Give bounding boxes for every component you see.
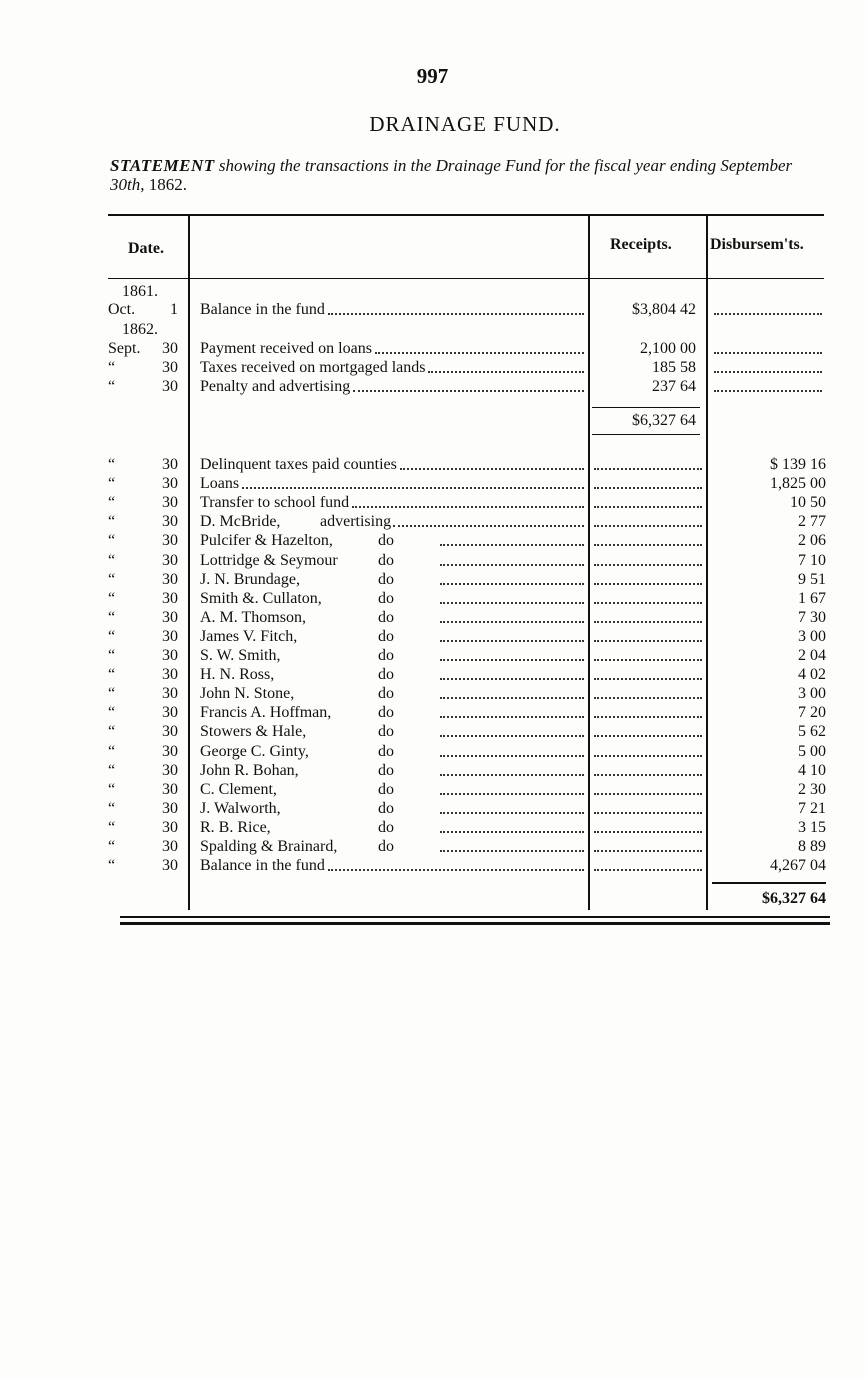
row-description: R. B. Rice,	[200, 818, 271, 836]
empty-column-dots	[594, 487, 702, 489]
leader-dots	[440, 621, 584, 623]
row-month: “	[108, 475, 116, 493]
leader-dots	[242, 487, 584, 489]
row-day: 30	[162, 378, 178, 395]
empty-column-dots	[594, 468, 702, 470]
table-row	[0, 474, 865, 493]
empty-column-dots	[594, 621, 702, 623]
row-description: J. N. Brundage,	[200, 570, 300, 588]
row-month: “	[108, 799, 116, 817]
row-month: “	[108, 608, 116, 626]
receipts-total-rule	[592, 434, 700, 435]
row-ditto: advertising	[320, 513, 392, 531]
row-ditto: do	[378, 685, 394, 703]
leader-dots	[440, 583, 584, 585]
row-ditto: do	[378, 589, 394, 607]
row-month: “	[108, 857, 116, 875]
row-day: 30	[162, 666, 178, 684]
empty-column-dots	[594, 735, 702, 737]
table-row	[0, 742, 865, 761]
empty-column-dots	[594, 755, 702, 757]
row-amount: 8 89	[798, 838, 826, 855]
leader-dots	[440, 755, 584, 757]
statement-lead: STATEMENT	[110, 156, 215, 175]
receipts-subtotal-rule	[592, 407, 700, 408]
empty-column-dots	[594, 583, 702, 585]
row-month: “	[108, 513, 116, 531]
table-row	[0, 837, 865, 856]
empty-column-dots	[594, 678, 702, 680]
row-description: D. McBride,	[200, 513, 281, 531]
row-description: Delinquent taxes paid counties	[200, 456, 397, 473]
row-month: Sept.	[108, 340, 141, 357]
table-row	[0, 627, 865, 646]
row-amount: 7 10	[798, 551, 826, 569]
row-day: 30	[162, 494, 178, 512]
row-month: “	[108, 532, 116, 550]
table-row	[0, 818, 865, 837]
row-ditto: do	[378, 608, 394, 626]
row-ditto: do	[378, 647, 394, 664]
row-ditto: do	[378, 742, 394, 760]
table-row	[0, 722, 865, 741]
table-row	[0, 300, 865, 319]
row-day: 30	[162, 704, 178, 722]
empty-column-dots	[594, 506, 702, 508]
table-bottom-rule-1	[120, 916, 830, 918]
table-row	[0, 493, 865, 512]
table-row	[0, 684, 865, 703]
row-month: “	[108, 838, 116, 855]
row-day: 30	[162, 742, 178, 760]
year-1861: 1861.	[122, 283, 158, 300]
row-description: Lottridge & Seymour	[200, 551, 338, 569]
row-amount: $ 139 16	[770, 456, 826, 473]
empty-column-dots	[594, 774, 702, 776]
row-month: “	[108, 494, 116, 512]
row-day: 30	[162, 799, 178, 817]
table-row	[0, 780, 865, 799]
row-day: 30	[162, 340, 178, 357]
leader-dots	[440, 812, 584, 814]
row-amount: 185 58	[652, 359, 696, 376]
leader-dots	[440, 697, 584, 699]
statement-year: 1862.	[148, 175, 187, 194]
row-description: John N. Stone,	[200, 685, 295, 703]
empty-column-dots	[594, 525, 702, 527]
row-day: 30	[162, 838, 178, 855]
row-description: Smith &. Cullaton,	[200, 589, 322, 607]
row-amount: 2 06	[798, 532, 826, 550]
row-amount: 2 04	[798, 647, 826, 664]
row-day: 30	[162, 456, 178, 473]
row-amount: 4 02	[798, 666, 826, 684]
leader-dots	[440, 716, 584, 718]
receipts-header: Receipts.	[610, 236, 672, 253]
table-row	[0, 589, 865, 608]
leader-dots	[440, 640, 584, 642]
row-amount: 5 62	[798, 723, 826, 741]
row-amount: 7 20	[798, 704, 826, 722]
row-month: “	[108, 551, 116, 569]
page-title: DRAINAGE FUND.	[369, 112, 561, 136]
empty-column-dots	[714, 390, 822, 392]
row-amount: $3,804 42	[632, 301, 696, 318]
row-amount: 3 00	[798, 627, 826, 645]
leader-dots	[353, 390, 584, 392]
table-row	[0, 377, 865, 396]
row-amount: 9 51	[798, 570, 826, 588]
table-row	[0, 703, 865, 722]
row-amount: 7 30	[798, 608, 826, 626]
leader-dots	[440, 774, 584, 776]
row-ditto: do	[378, 838, 394, 855]
row-day: 30	[162, 723, 178, 741]
row-ditto: do	[378, 704, 394, 722]
row-day: 30	[162, 570, 178, 588]
row-month: “	[108, 627, 116, 645]
row-description: Penalty and advertising	[200, 378, 351, 395]
leader-dots	[440, 602, 584, 604]
row-month: “	[108, 818, 116, 836]
empty-column-dots	[594, 831, 702, 833]
leader-dots	[328, 869, 584, 871]
row-description: S. W. Smith,	[200, 647, 281, 664]
row-month: “	[108, 704, 116, 722]
row-day: 30	[162, 475, 178, 493]
row-day: 30	[162, 532, 178, 550]
table-row	[0, 512, 865, 531]
leader-dots	[440, 544, 584, 546]
row-month: “	[108, 378, 116, 395]
leader-dots	[440, 659, 584, 661]
receipts-total: $6,327 64	[632, 412, 696, 429]
row-month: “	[108, 647, 116, 664]
table-row	[0, 339, 865, 358]
row-description: H. N. Ross,	[200, 666, 275, 684]
leader-dots	[440, 564, 584, 566]
row-month: “	[108, 761, 116, 779]
row-amount: 4,267 04	[770, 857, 826, 875]
row-amount: 2,100 00	[640, 340, 696, 357]
row-day: 30	[162, 761, 178, 779]
leader-dots	[393, 525, 584, 527]
row-description: Taxes received on mortgaged lands	[200, 359, 426, 376]
row-description: Pulcifer & Hazelton,	[200, 532, 333, 550]
row-description: Francis A. Hoffman,	[200, 704, 332, 722]
leader-dots	[328, 313, 584, 315]
table-row	[0, 358, 865, 377]
row-amount: 3 15	[798, 818, 826, 836]
disbursements-total-rule	[712, 882, 826, 884]
table-row	[0, 531, 865, 550]
row-month: “	[108, 780, 116, 798]
disbursements-total-row	[0, 889, 865, 908]
table-bottom-rule-2	[120, 922, 830, 925]
row-amount: 5 00	[798, 742, 826, 760]
row-description: J. Walworth,	[200, 799, 281, 817]
table-row	[0, 799, 865, 818]
row-ditto: do	[378, 818, 394, 836]
row-amount: 1 67	[798, 589, 826, 607]
empty-column-dots	[714, 313, 822, 315]
row-month: “	[108, 685, 116, 703]
row-month: “	[108, 359, 116, 376]
table-row	[0, 551, 865, 570]
row-description: A. M. Thomson,	[200, 608, 306, 626]
header-bottom-rule	[108, 278, 824, 279]
row-description: Loans	[200, 475, 240, 493]
date-header: Date.	[128, 240, 164, 257]
table-row	[0, 761, 865, 780]
row-description: Stowers & Hale,	[200, 723, 307, 741]
row-day: 30	[162, 780, 178, 798]
table-row	[0, 455, 865, 474]
row-month: “	[108, 456, 116, 473]
row-month: “	[108, 666, 116, 684]
leader-dots	[428, 371, 584, 373]
empty-column-dots	[594, 564, 702, 566]
row-description: C. Clement,	[200, 780, 277, 798]
row-description: John R. Bohan,	[200, 761, 299, 779]
leader-dots	[375, 352, 584, 354]
row-day: 30	[162, 589, 178, 607]
row-amount: 7 21	[798, 799, 826, 817]
row-month: “	[108, 570, 116, 588]
row-day: 30	[162, 513, 178, 531]
row-ditto: do	[378, 570, 394, 588]
row-month: “	[108, 589, 116, 607]
row-description: Spalding & Brainard,	[200, 838, 338, 855]
empty-column-dots	[594, 602, 702, 604]
empty-column-dots	[594, 850, 702, 852]
empty-column-dots	[594, 659, 702, 661]
row-ditto: do	[378, 532, 394, 550]
row-day: 30	[162, 608, 178, 626]
empty-column-dots	[594, 812, 702, 814]
table-row	[0, 608, 865, 627]
row-month: Oct.	[108, 301, 136, 318]
table-row	[0, 570, 865, 589]
row-ditto: do	[378, 627, 394, 645]
row-amount: 10 50	[790, 494, 826, 512]
row-ditto: do	[378, 666, 394, 684]
leader-dots	[440, 735, 584, 737]
table-row	[0, 856, 865, 875]
row-ditto: do	[378, 780, 394, 798]
empty-column-dots	[594, 640, 702, 642]
table-top-rule	[108, 214, 824, 216]
disbursements-total: $6,327 64	[762, 890, 826, 907]
empty-column-dots	[594, 716, 702, 718]
leader-dots	[440, 678, 584, 680]
disbursements-header: Disbursem'ts.	[710, 236, 804, 253]
row-amount: 2 30	[798, 780, 826, 798]
table-row	[0, 665, 865, 684]
row-day: 30	[162, 627, 178, 645]
row-day: 30	[162, 359, 178, 376]
row-amount: 237 64	[652, 378, 696, 395]
row-ditto: do	[378, 551, 394, 569]
leader-dots	[400, 468, 584, 470]
leader-dots	[440, 793, 584, 795]
empty-column-dots	[714, 371, 822, 373]
row-ditto: do	[378, 723, 394, 741]
row-description: George C. Ginty,	[200, 742, 309, 760]
receipts-total-row	[0, 411, 865, 430]
row-day: 30	[162, 647, 178, 664]
row-ditto: do	[378, 761, 394, 779]
row-description: James V. Fitch,	[200, 627, 298, 645]
row-amount: 2 77	[798, 513, 826, 531]
empty-column-dots	[594, 793, 702, 795]
statement-body: showing the transactions in the Drainage Fund for the fiscal year ending September 30th,	[110, 156, 793, 194]
empty-column-dots	[714, 352, 822, 354]
row-description: Balance in the fund	[200, 857, 325, 875]
row-ditto: do	[378, 799, 394, 817]
row-day: 30	[162, 685, 178, 703]
year-1862: 1862.	[122, 321, 158, 338]
empty-column-dots	[594, 544, 702, 546]
row-description: Transfer to school fund	[200, 494, 350, 512]
row-amount: 1,825 00	[770, 475, 826, 493]
row-amount: 3 00	[798, 685, 826, 703]
row-month: “	[108, 742, 116, 760]
row-description: Balance in the fund	[200, 301, 325, 318]
table-row	[0, 646, 865, 665]
statement-caption	[110, 156, 828, 194]
row-month: “	[108, 723, 116, 741]
leader-dots	[440, 850, 584, 852]
row-day: 30	[162, 551, 178, 569]
empty-column-dots	[594, 869, 702, 871]
row-description: Payment received on loans	[200, 340, 372, 357]
row-day: 1	[170, 301, 178, 318]
row-day: 30	[162, 857, 178, 875]
leader-dots	[440, 831, 584, 833]
page-number: 997	[416, 64, 449, 88]
row-amount: 4 10	[798, 761, 826, 779]
empty-column-dots	[594, 697, 702, 699]
row-day: 30	[162, 818, 178, 836]
leader-dots	[352, 506, 584, 508]
